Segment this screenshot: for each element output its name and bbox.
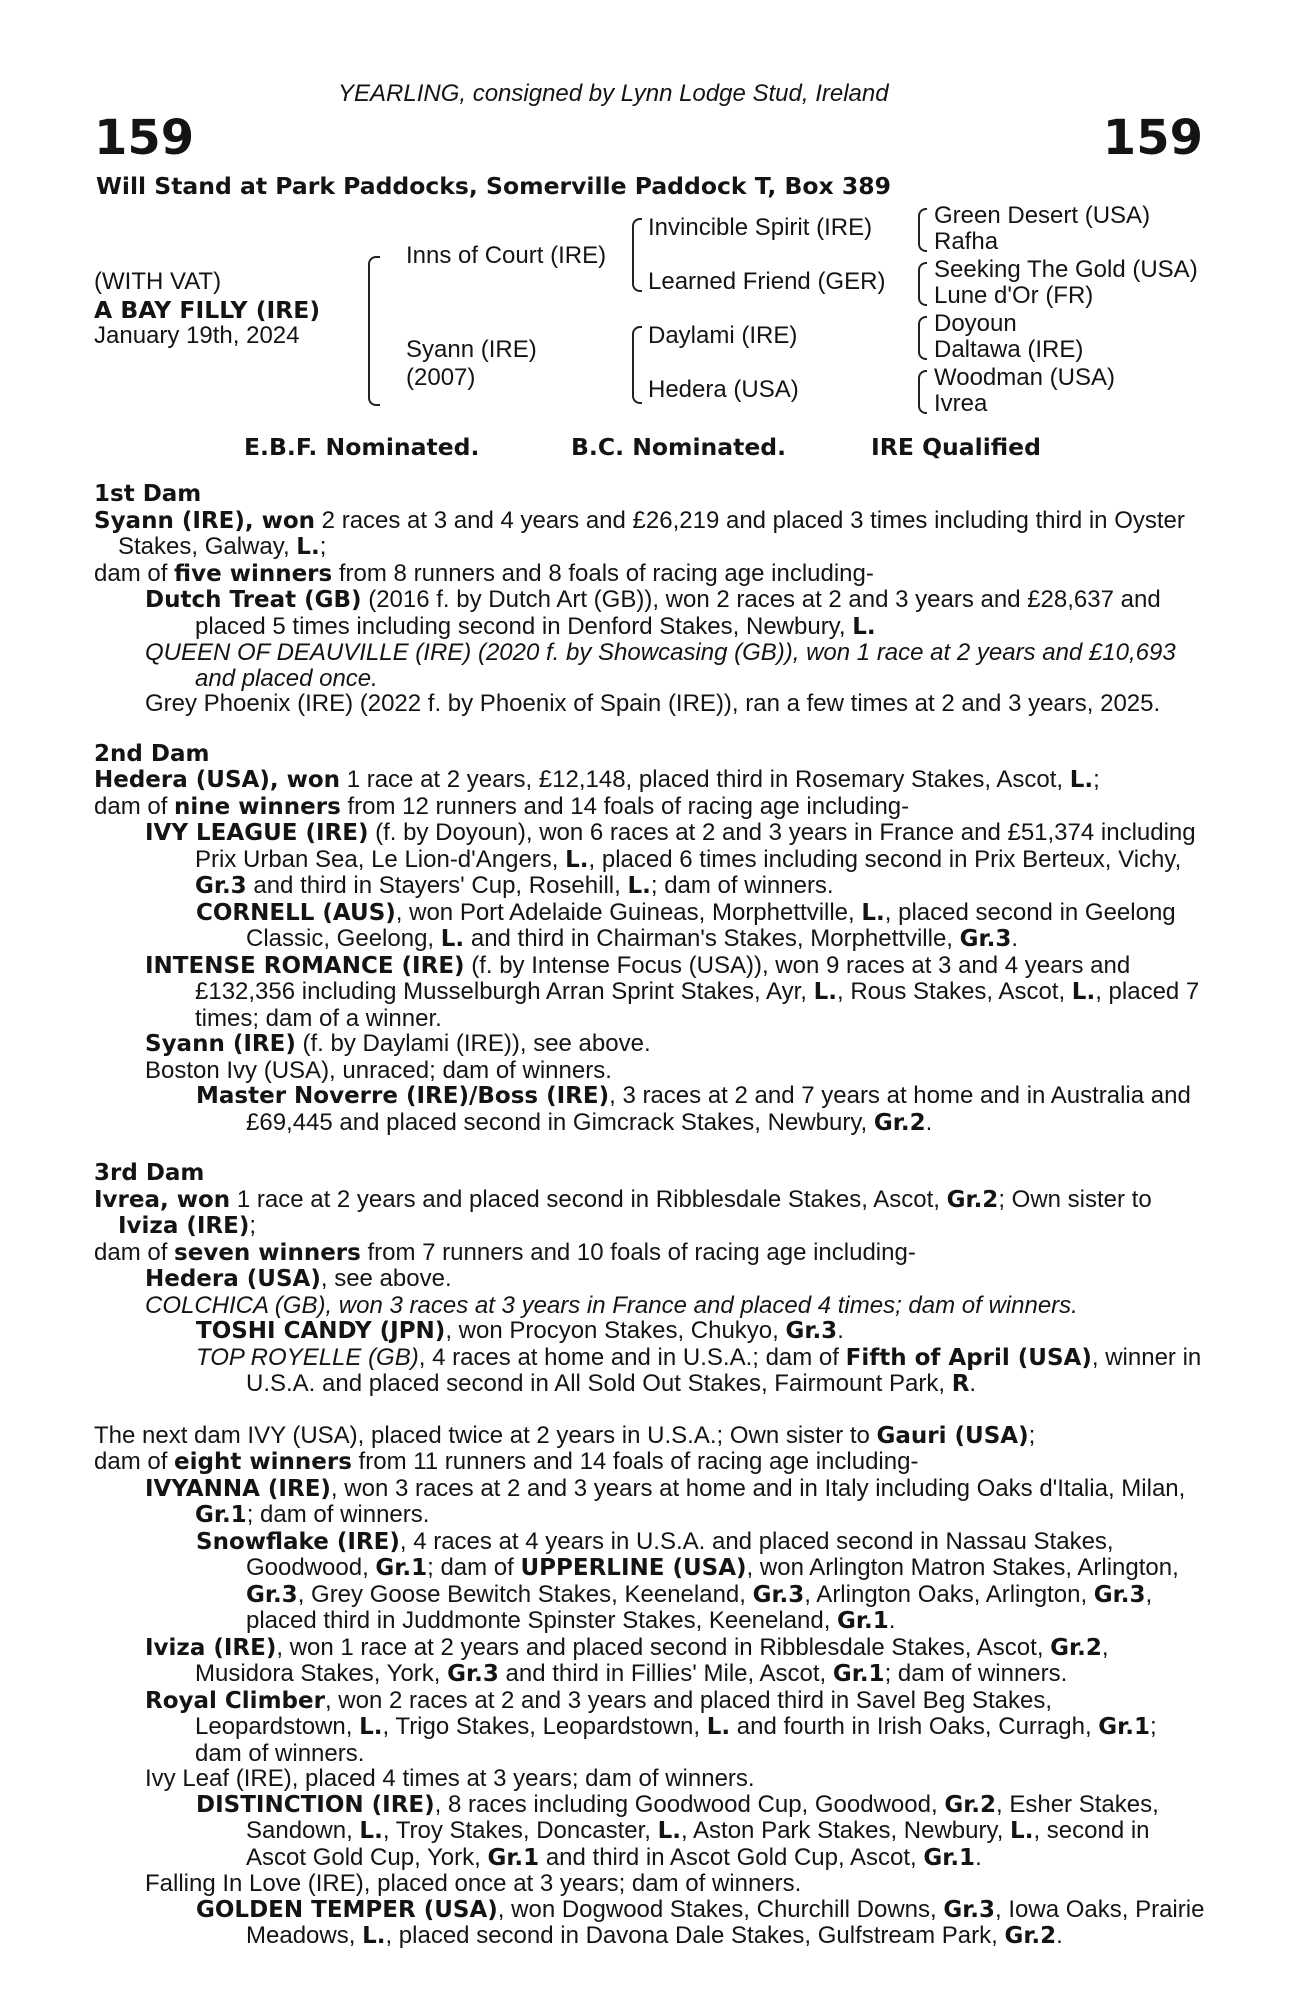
- foal-name: TOSHI CANDY (JPN): [196, 1318, 446, 1344]
- foaled-date: January 19th, 2024: [94, 322, 300, 349]
- listed-mark: L.: [852, 613, 876, 640]
- produce-suffix: from 7 runners and 10 foals of racing age including-: [360, 1238, 916, 1266]
- dam-dam: Hedera (USA): [648, 376, 799, 403]
- listed-mark: L.: [657, 1818, 682, 1844]
- bc-nomination: B.C. Nominated.: [571, 433, 787, 461]
- dam-year: (2007): [406, 364, 476, 391]
- foal-record: , won 3 races at 2 and 3 years at home and in Italy including Oaks d'Italia, Milan,: [330, 1474, 1186, 1502]
- foal-record: , Trigo Stakes, Leopardstown,: [382, 1713, 707, 1740]
- foal-record: , 4 races at home and in U.S.A.; dam of: [418, 1343, 846, 1371]
- foal-record: , won Dogwood Stakes, Churchill Downs,: [497, 1895, 944, 1923]
- listed-mark: L.: [1010, 1818, 1034, 1844]
- gg-5: Doyoun: [934, 310, 1017, 337]
- listed-mark: L.: [627, 873, 651, 899]
- catalogue-body: [94, 482, 1206, 1950]
- foal-record: ; dam of winners.: [884, 1660, 1068, 1687]
- foal-record: , Aston Park Stakes, Newbury,: [681, 1817, 1011, 1844]
- consignment-line: YEARLING, consigned by Lynn Lodge Stud, Ireland: [338, 80, 889, 107]
- foal-colchica: [94, 1293, 1206, 1319]
- listed-mark: L.: [362, 1923, 386, 1949]
- gg-1: Green Desert (USA): [934, 202, 1151, 229]
- foal-record: , Esher Stakes, Sandown,: [246, 1790, 1159, 1844]
- ire-qualified: IRE Qualified: [871, 433, 1041, 461]
- group-mark: Gr.1: [923, 1844, 976, 1871]
- produce-suffix: from 8 runners and 8 foals of racing age including-: [332, 559, 874, 587]
- group-mark: Gr.3: [195, 873, 247, 899]
- group-mark: Gr.3: [447, 1661, 499, 1687]
- group-mark: Gr.1: [1098, 1714, 1150, 1740]
- group-mark: Gr.2: [944, 1791, 996, 1818]
- first-dam-record: [94, 508, 1206, 561]
- foal-record: , 4 races at 4 years in U.S.A. and placed second in Nassau Stakes, Goodwood,: [246, 1527, 1114, 1581]
- foal-record: (f. by Daylami (IRE)), see above.: [295, 1030, 651, 1057]
- dam-name: Ivrea: [94, 1186, 161, 1213]
- foal-name: IVYANNA (IRE): [145, 1475, 331, 1502]
- foal-record: , winner in U.S.A. and placed second in All Sold Out Stakes, Fairmount Park,: [246, 1343, 1202, 1397]
- foal-record: .: [1056, 1922, 1063, 1949]
- gg-6: Daltawa (IRE): [934, 336, 1084, 363]
- winners-count: seven winners: [174, 1239, 361, 1266]
- foal-record: , placed second in Geelong Classic, Geelong,: [246, 898, 1176, 952]
- foal-record: (2020 f. by Showcasing (GB)), won 1 race at 2 years and £10,693 and placed once.: [195, 639, 1176, 692]
- sister-name: Gauri (USA): [876, 1422, 1029, 1449]
- first-dam-heading: 1st Dam: [94, 481, 202, 507]
- dam-brace: [632, 326, 642, 404]
- gg-3: Seeking The Gold (USA): [934, 256, 1198, 283]
- foal-distinction: [94, 1792, 1206, 1872]
- group-mark: Gr.3: [752, 1581, 805, 1608]
- record-end: ;: [249, 1212, 257, 1239]
- record-text: The next dam IVY (USA), placed twice at 2 years in U.S.A.; Own sister to: [94, 1421, 877, 1449]
- foal-record: , won Port Adelaide Guineas, Morphettville,: [395, 898, 862, 926]
- foal-golden-temper: [94, 1897, 1206, 1950]
- listed-mark: L.: [296, 534, 320, 560]
- foal-record: (2016 f. by Dutch Art (GB)), won 2 races at 2 and 3 years and £28,637 and placed 5 times including second in Denford Stakes, Newbury,: [195, 586, 1161, 640]
- vat-label: (WITH VAT): [94, 268, 222, 295]
- group-mark: Gr.1: [375, 1555, 428, 1581]
- foal-name: TOP ROYELLE (GB): [196, 1343, 419, 1371]
- group-mark: Gr.2: [1004, 1923, 1057, 1949]
- foal-record: and third in Fillies' Mile, Ascot,: [498, 1660, 833, 1687]
- record-text: 2 races at 3 and 4 years and £26,219 and placed 3 times including third in Oyster Stakes, Galway,: [118, 506, 1185, 560]
- group-mark: Gr.1: [832, 1661, 885, 1687]
- ebf-nomination: E.B.F. Nominated.: [244, 433, 480, 461]
- winner-name: Fifth of April (USA): [845, 1344, 1092, 1371]
- foal-record: , Iowa Oaks, Prairie Meadows,: [246, 1895, 1205, 1949]
- foal-iviza: [94, 1635, 1206, 1688]
- foal-record: , won 2 races at 2 and 3 years and placed third in Savel Beg Stakes, Leopardstown,: [195, 1686, 1053, 1740]
- record-end: ;: [319, 533, 327, 560]
- foal-record: , Grey Goose Bewitch Stakes, Keeneland,: [297, 1580, 753, 1608]
- foal-name: COLCHICA (GB): [145, 1291, 326, 1319]
- foal-record: , placed 6 times including second in Prix Berteux, Vichy,: [588, 845, 1182, 873]
- foal-record: , Musidora Stakes, York,: [195, 1633, 1109, 1687]
- foal-record: .: [975, 1843, 982, 1871]
- foal-name: Master Noverre (IRE)/Boss (IRE): [196, 1083, 610, 1109]
- group-mark: Gr.3: [959, 926, 1012, 952]
- foal-record: (f. by Intense Focus (USA)), won 9 races at 3 and 4 years and £132,356 including Musselburgh Arran Sprint Stakes, Ayr,: [195, 951, 1131, 1005]
- dam-name: Syann (IRE): [94, 507, 245, 534]
- foal-queen-of-deauville: [94, 640, 1206, 691]
- foal-grey-phoenix: Grey Phoenix (IRE) (2022 f. by Phoenix of Spain (IRE)), ran a few times at 2 and 3 years, 2025.: [145, 690, 1161, 717]
- group-mark: Gr.1: [487, 1844, 540, 1871]
- listed-mark: L.: [813, 979, 838, 1005]
- gg-brace-2: [918, 262, 927, 306]
- listed-mark: L.: [359, 1714, 383, 1740]
- gg-brace-1: [918, 208, 927, 252]
- listed-mark: L.: [1069, 767, 1094, 793]
- foal-record: ; dam of winners.: [246, 1501, 430, 1528]
- foal-name: Dutch Treat (GB): [145, 587, 362, 613]
- foal-name: INTENSE ROMANCE (IRE): [145, 952, 465, 979]
- foal-intense-romance: [94, 953, 1206, 1032]
- sire-brace: [632, 218, 642, 292]
- foal-record: , placed third in Juddmonte Spinster Stakes, Keeneland,: [246, 1580, 1153, 1634]
- group-mark: Gr.2: [946, 1186, 999, 1213]
- foal-record: ; dam of winners.: [195, 1713, 1157, 1767]
- won-label: , won: [244, 507, 316, 534]
- listed-mark: L.: [1071, 979, 1096, 1005]
- foal-syann: [94, 1031, 1206, 1058]
- foal-toshi-candy: [94, 1318, 1206, 1345]
- produce-prefix: dam of: [94, 559, 175, 587]
- foal-top-royelle: [94, 1345, 1206, 1398]
- foal-record: , Troy Stakes, Doncaster,: [382, 1817, 658, 1844]
- third-dam-produce: [94, 1240, 1206, 1267]
- foal-record: .: [888, 1607, 896, 1634]
- winners-count: eight winners: [174, 1449, 352, 1475]
- dam-sire: Daylami (IRE): [648, 322, 798, 349]
- foal-name: Syann (IRE): [145, 1031, 296, 1057]
- horse-name: A BAY FILLY (IRE): [94, 296, 321, 324]
- listed-mark: L.: [706, 1714, 731, 1740]
- won-label: , won: [269, 767, 341, 793]
- foal-record: .: [969, 1370, 977, 1397]
- foal-record: .: [925, 1108, 933, 1136]
- dam: Syann (IRE): [406, 336, 537, 363]
- foal-record: and third in Chairman's Stakes, Morphettville,: [464, 925, 960, 952]
- produce-suffix: from 12 runners and 14 foals of racing age including-: [340, 792, 910, 820]
- sister-name: Iviza (IRE): [118, 1213, 250, 1239]
- foal-hedera: [94, 1266, 1206, 1293]
- foal-record: , won 1 race at 2 years and placed second in Ribblesdale Stakes, Ascot,: [276, 1633, 1051, 1661]
- foal-record: and third in Stayers' Cup, Rosehill,: [246, 872, 628, 899]
- foal-record: , won Procyon Stakes, Chukyo,: [445, 1317, 786, 1344]
- winners-count: five winners: [174, 560, 333, 587]
- sire-sire: Invincible Spirit (IRE): [648, 214, 873, 241]
- produce-prefix: dam of: [94, 1238, 175, 1266]
- gg-8: Ivrea: [934, 390, 988, 417]
- group-mark: Gr.1: [837, 1608, 889, 1634]
- group-mark: Gr.3: [1093, 1581, 1146, 1608]
- group-mark: Gr.2: [1050, 1634, 1102, 1661]
- foal-record: , Rous Stakes, Ascot,: [837, 978, 1072, 1005]
- record-text: 1 race at 2 years and placed second in Ribblesdale Stakes, Ascot,: [230, 1185, 947, 1213]
- foal-name: Snowflake (IRE): [196, 1528, 400, 1555]
- foal-record: ; dam of: [427, 1554, 521, 1581]
- foal-record: , won 3 races at 3 years in France and placed 4 times; dam of winners.: [325, 1291, 1078, 1319]
- foal-falling-in-love: Falling In Love (IRE), placed once at 3 years; dam of winners.: [145, 1870, 802, 1897]
- foal-royal-climber: [94, 1688, 1206, 1767]
- foal-cornell: [94, 900, 1206, 953]
- record-text: 1 race at 2 years, £12,148, placed third in Rosemary Stakes, Ascot,: [340, 766, 1070, 793]
- foal-record: .: [1011, 925, 1018, 952]
- foal-name: IVY LEAGUE (IRE): [145, 820, 369, 846]
- third-dam-record: [94, 1187, 1206, 1240]
- lot-number-left: 159: [94, 110, 195, 166]
- foal-record: ; dam of winners.: [650, 872, 834, 899]
- main-brace: [368, 256, 380, 406]
- group-mark: Gr.3: [785, 1318, 838, 1344]
- foal-record: , second in Ascot Gold Cup, York,: [246, 1817, 1150, 1871]
- foal-ivyanna: [94, 1476, 1206, 1529]
- second-dam-record: [94, 767, 1206, 794]
- listed-mark: L.: [861, 899, 885, 926]
- group-mark: Gr.2: [873, 1109, 926, 1136]
- first-dam-produce: [94, 561, 1206, 588]
- foal-record: and third in Ascot Gold Cup, Ascot,: [539, 1843, 924, 1871]
- foal-snowflake: [94, 1529, 1206, 1635]
- group-mark: Gr.3: [246, 1581, 298, 1608]
- foal-record: , see above.: [320, 1265, 452, 1292]
- winner-name: UPPERLINE (USA): [520, 1555, 747, 1581]
- foal-record: , 3 races at 2 and 7 years at home and in Australia and £69,445 and placed second in Gimcrack Stakes, Newbury,: [246, 1082, 1191, 1136]
- produce-prefix: dam of: [94, 792, 175, 820]
- foal-name: GOLDEN TEMPER (USA): [196, 1896, 498, 1923]
- foal-record: , placed 7 times; dam of a winner.: [195, 978, 1200, 1032]
- listed-mark: L.: [440, 926, 465, 952]
- gg-2: Rafha: [934, 228, 999, 255]
- gg-7: Woodman (USA): [934, 364, 1115, 391]
- foal-name: Hedera (USA): [145, 1266, 321, 1292]
- foal-name: CORNELL (AUS): [196, 899, 396, 926]
- restricted-mark: R: [951, 1371, 970, 1397]
- gg-4: Lune d'Or (FR): [934, 282, 1094, 309]
- foal-name: DISTINCTION (IRE): [196, 1791, 435, 1818]
- foal-record: , won Arlington Matron Stakes, Arlington,: [746, 1554, 1179, 1581]
- foal-record: , 8 races including Goodwood Cup, Goodwood,: [434, 1790, 945, 1818]
- next-dam-produce: [94, 1449, 1206, 1476]
- sire-dam: Learned Friend (GER): [648, 268, 886, 295]
- stand-location: Will Stand at Park Paddocks, Somerville Paddock T, Box 389: [96, 172, 891, 200]
- listed-mark: L.: [565, 846, 589, 873]
- third-dam-heading: 3rd Dam: [94, 1160, 205, 1186]
- next-dam-record: [94, 1423, 1206, 1450]
- foal-record: , placed second in Davona Dale Stakes, Gulfstream Park,: [385, 1922, 1005, 1949]
- foal-name: QUEEN OF DEAUVILLE (IRE): [145, 639, 472, 666]
- record-text: ; Own sister to: [998, 1185, 1152, 1213]
- foal-boston-ivy: Boston Ivy (USA), unraced; dam of winners.: [145, 1056, 612, 1084]
- second-dam-produce: [94, 794, 1206, 821]
- won-label: , won: [160, 1186, 231, 1213]
- produce-prefix: dam of: [94, 1448, 175, 1475]
- listed-mark: L.: [359, 1818, 383, 1844]
- foal-record: (f. by Doyoun), won 6 races at 2 and 3 years in France and £51,374 including Prix Urban Sea, Le Lion-d'Angers,: [195, 819, 1196, 873]
- foal-name: Royal Climber: [145, 1687, 325, 1714]
- foal-record: and fourth in Irish Oaks, Curragh,: [730, 1713, 1099, 1740]
- produce-suffix: from 11 runners and 14 foals of racing age including-: [351, 1448, 919, 1475]
- foal-record: , Arlington Oaks, Arlington,: [804, 1580, 1094, 1608]
- foal-ivy-league: [94, 820, 1206, 900]
- foal-master-noverre: [94, 1083, 1206, 1136]
- record-end: ;: [1028, 1421, 1036, 1449]
- winners-count: nine winners: [174, 793, 341, 820]
- record-end: ;: [1093, 766, 1100, 793]
- foal-ivy-leaf: Ivy Leaf (IRE), placed 4 times at 3 years; dam of winners.: [145, 1765, 755, 1792]
- group-mark: Gr.1: [195, 1502, 247, 1528]
- second-dam-heading: 2nd Dam: [94, 740, 210, 767]
- foal-record: .: [837, 1317, 844, 1344]
- sire: Inns of Court (IRE): [406, 242, 607, 269]
- dam-name: Hedera (USA): [94, 767, 270, 793]
- group-mark: Gr.3: [943, 1896, 996, 1923]
- gg-brace-4: [918, 370, 927, 414]
- gg-brace-3: [918, 316, 927, 360]
- foal-dutch-treat: [94, 587, 1206, 640]
- foal-name: Iviza (IRE): [145, 1634, 277, 1661]
- lot-number-right: 159: [1102, 110, 1203, 166]
